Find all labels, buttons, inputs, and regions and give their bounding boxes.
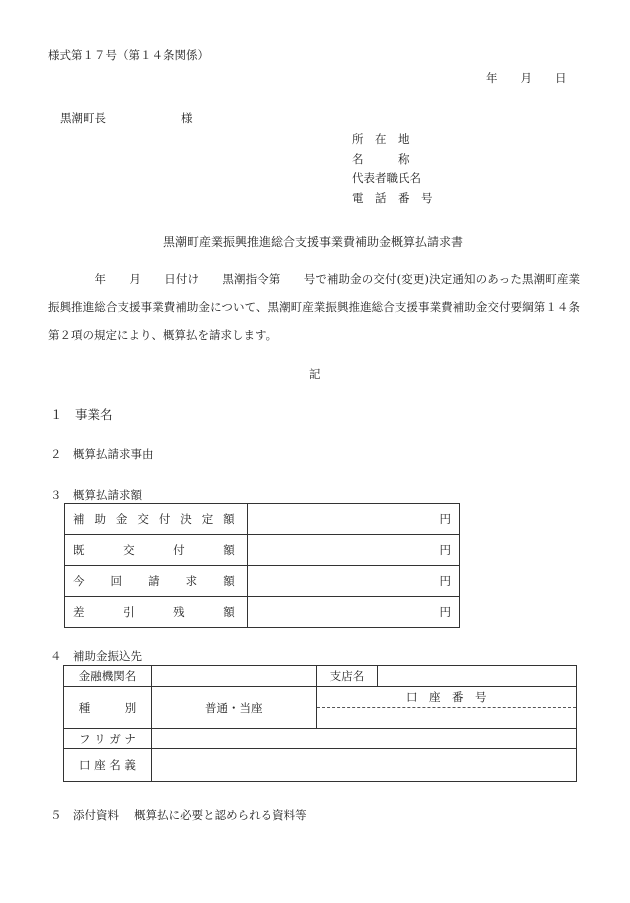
bank-row-furigana [64,729,577,749]
bank-row-type [64,687,577,729]
amount-input-cell[interactable] [247,566,459,597]
char: 決 [180,512,192,526]
amount-row-label [65,504,248,535]
applicant-name-label: 名 称 [352,152,410,166]
amount-row-label [65,597,248,628]
char: 定 [201,512,214,526]
applicant-rep-label: 代表者職氏名 [352,171,421,185]
char: 付 [158,512,171,526]
section-4-bank: ４ 補助金振込先 [50,649,142,663]
yen-unit: 円 [439,574,451,588]
addressee-honorific: 様 [181,111,193,125]
char: 求 [185,574,198,588]
amount-row-label [65,535,248,566]
branch-label: 支店名 [316,666,378,687]
section-2-reason: ２ 概算払請求事由 [50,447,154,461]
branch-input[interactable] [378,666,577,687]
char: 交 [123,543,135,557]
type-label: 種 別 [64,687,152,729]
char: 交 [137,512,149,526]
label-spread [73,604,239,620]
document-body: 年 月 日付け 黒潮指令第 号で補助金の交付(変更)決定通知のあった黒潮町産業振興推進総合支援事業費補助金について、黒潮町産業振興推進総合支援事業費補助金交付要綱第１４条第２項の規定により、概算払を請求します。 [48,272,580,342]
section-1-project-name: １ 事業名 [50,407,113,422]
amount-table [64,503,460,628]
bank-row-holder [64,749,577,782]
type-value[interactable]: 普通・当座 [151,687,316,729]
amount-row-label [65,566,248,597]
char: 今 [73,574,85,588]
account-name-label: 口 座 名 義 [64,749,152,782]
bank-row-institution [64,666,577,687]
char: 請 [148,574,160,588]
amount-row [65,566,460,597]
account-name-input[interactable] [151,749,576,782]
char: 額 [223,512,235,526]
applicant-phone-label: 電 話 番 号 [352,191,433,205]
section-5-attachments: ５ 添付資料 概算払に必要と認められる資料等 [50,808,307,822]
char: 付 [173,543,185,557]
yen-unit: 円 [439,605,451,619]
yen-unit: 円 [439,512,451,526]
bank-table [63,665,577,782]
bank-name-label: 金融機関名 [64,666,152,687]
section-3-amount: ３ 概算払請求額 [50,488,142,502]
amount-input-cell[interactable] [247,597,459,628]
char: 助 [94,512,106,526]
bank-name-input[interactable] [151,666,316,687]
amount-input-cell[interactable] [247,504,459,535]
furigana-label: フ リ ガ ナ [64,729,152,749]
char: 補 [73,512,85,526]
account-number-label: 口 座 番 号 [406,690,487,704]
char: 回 [110,574,123,588]
label-spread [73,511,239,527]
char: 額 [223,543,235,557]
char: 額 [223,574,235,588]
form-number: 様式第１７号（第１４条関係） [48,48,209,62]
label-spread [73,542,239,558]
applicant-address-label: 所 在 地 [352,132,410,146]
date-line: 年 月 日 [486,71,567,85]
char: 残 [173,605,185,619]
amount-row [65,597,460,628]
char: 引 [123,605,135,619]
furigana-input[interactable] [151,729,576,749]
char: 差 [73,605,85,619]
char: 額 [223,605,235,619]
yen-unit: 円 [439,543,451,557]
document-title: 黒潮町産業振興推進総合支援事業費補助金概算払請求書 [163,235,464,249]
amount-input-cell[interactable] [247,535,459,566]
addressee-name: 黒潮町長 [60,111,106,125]
amount-row [65,504,460,535]
char: 既 [73,543,85,557]
amount-row [65,535,460,566]
label-spread [73,573,239,589]
account-number-cell[interactable] [316,687,576,729]
char: 金 [115,512,128,526]
account-number-input[interactable] [317,707,576,728]
ki-heading: 記 [309,367,321,381]
